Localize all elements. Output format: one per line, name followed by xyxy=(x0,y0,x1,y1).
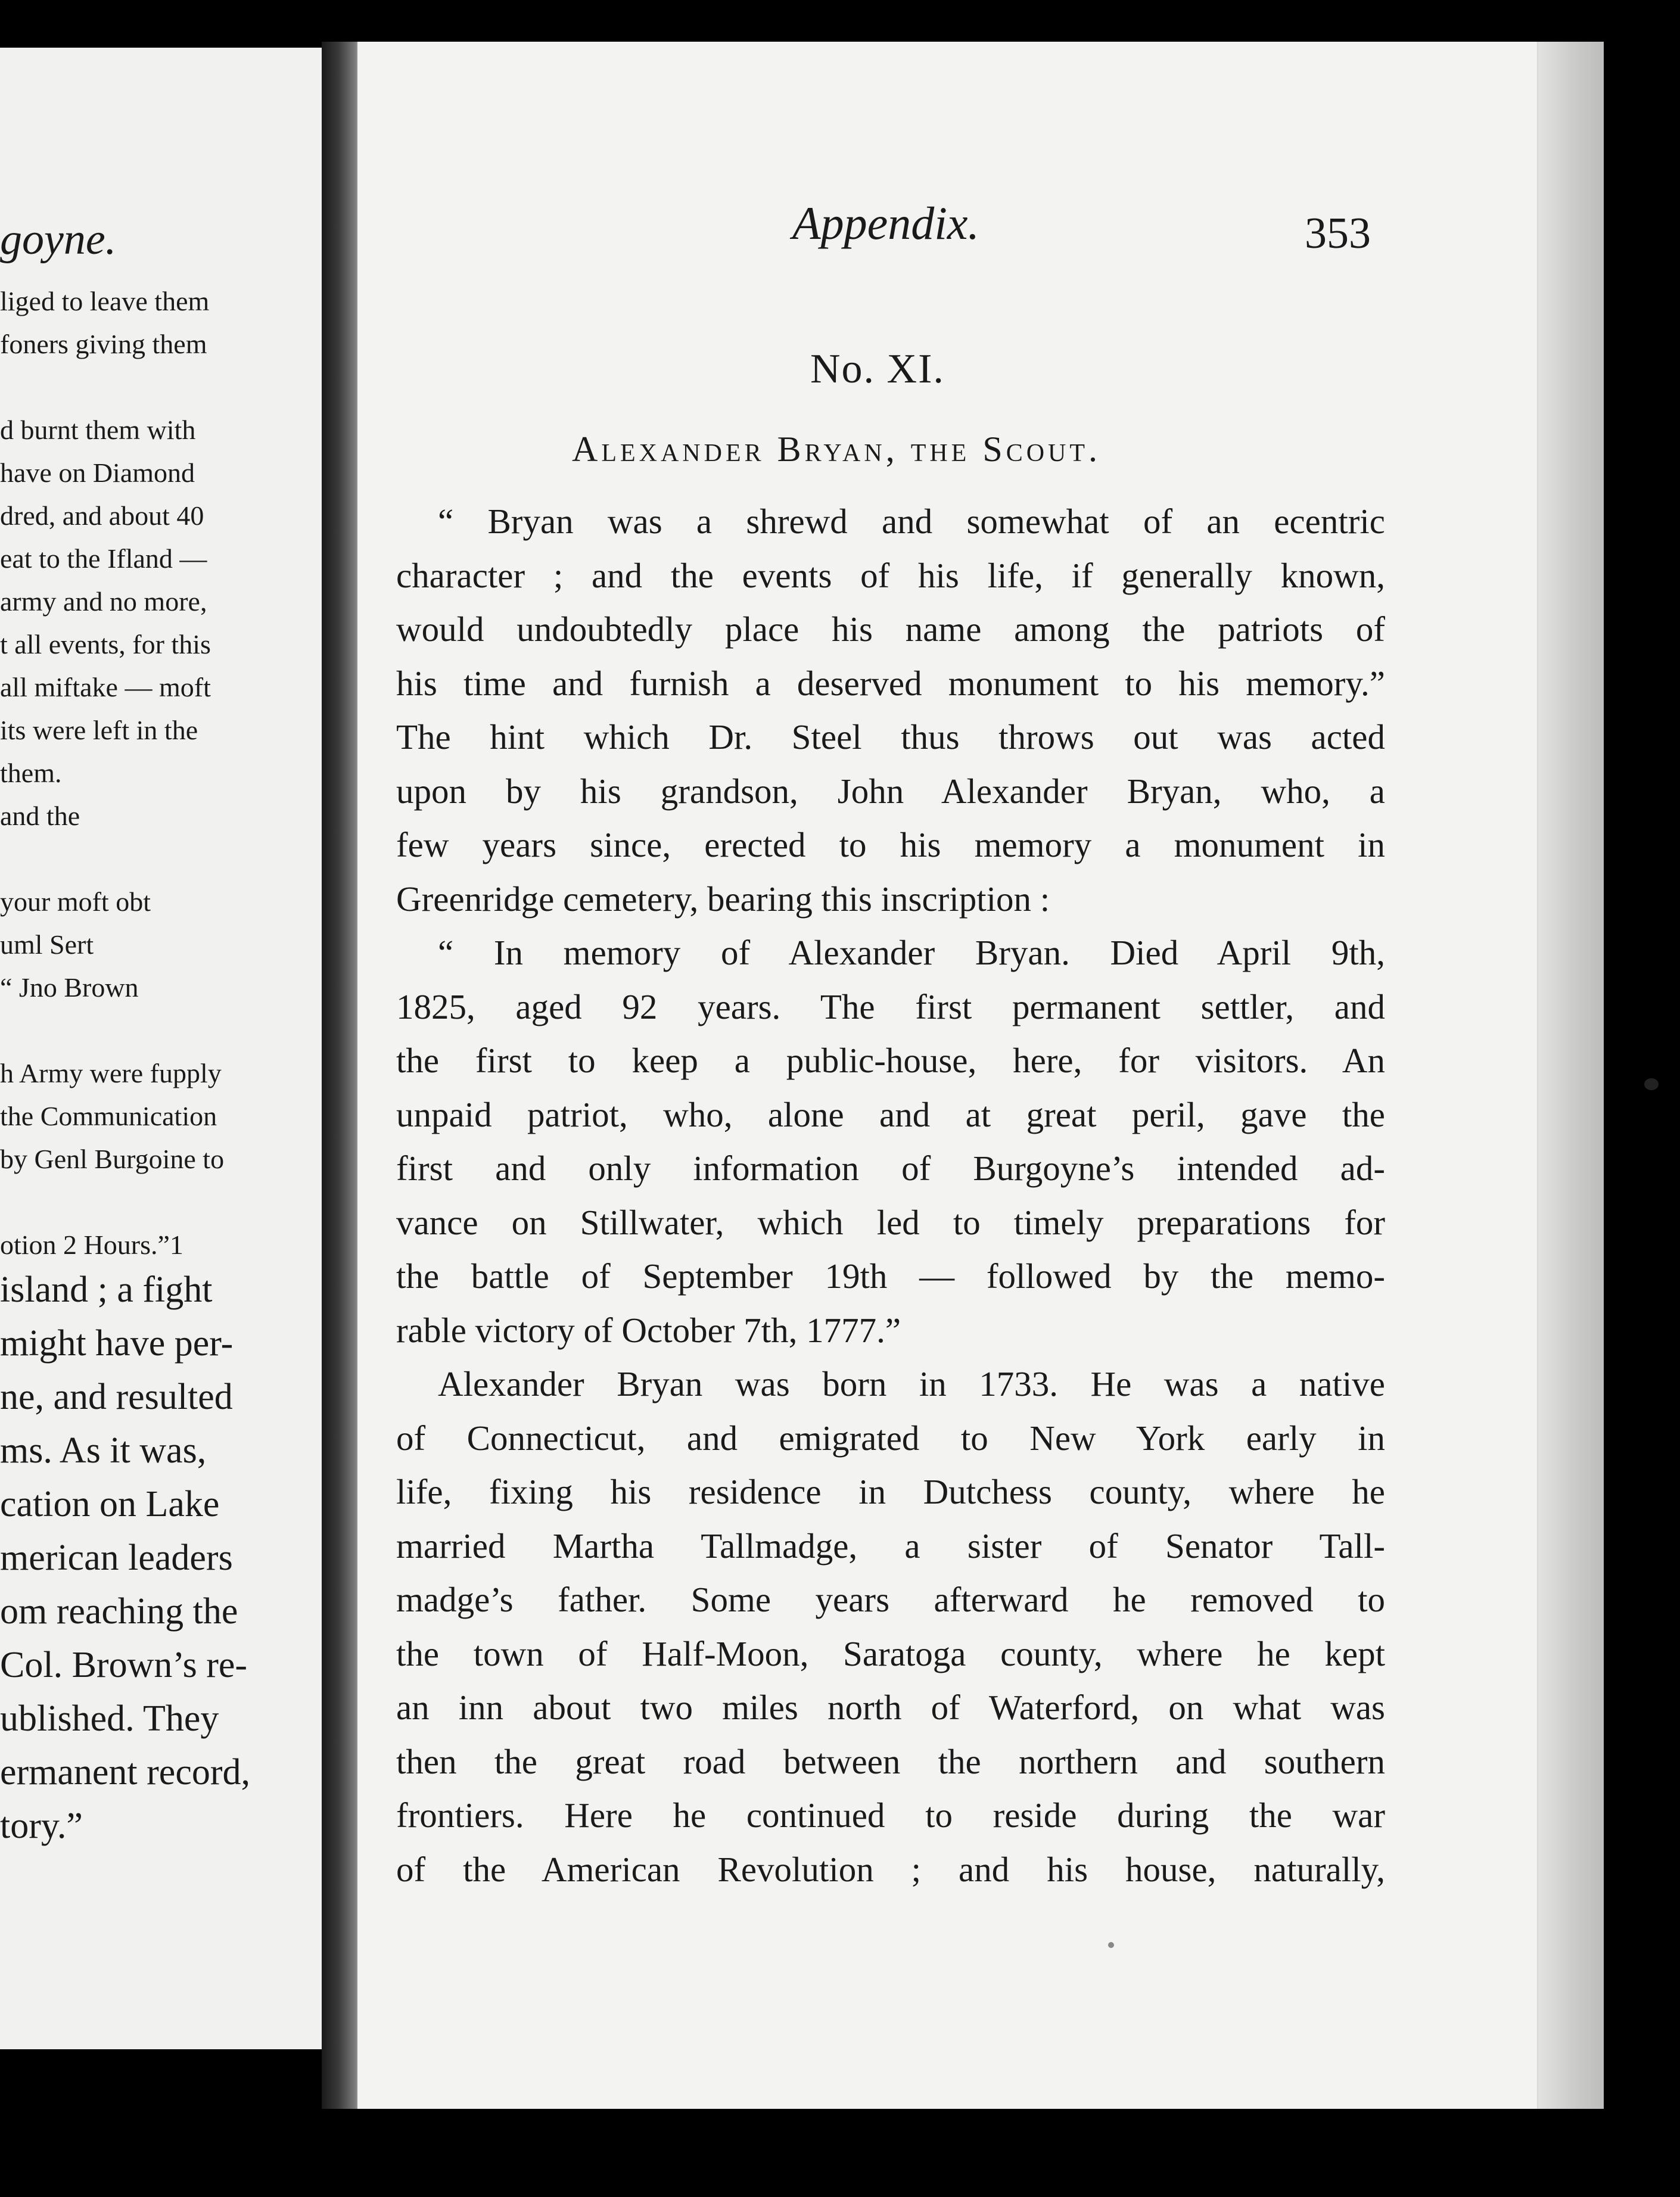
left-text-line: tory.” xyxy=(0,1806,83,1846)
left-text-line: “ Jno Brown xyxy=(0,972,139,1003)
left-text-line xyxy=(0,366,224,409)
left-text-line: have on Diamond xyxy=(0,458,195,488)
left-text-line: merican leaders xyxy=(0,1538,233,1578)
page-number: 353 xyxy=(1305,209,1371,258)
page-edge-stack xyxy=(1537,42,1604,2109)
left-text-line: ms. As it was, xyxy=(0,1430,207,1471)
body-line: “ In memory of Alexander Bryan. Died April 9th, xyxy=(438,933,1385,972)
left-text-line: ermanent record, xyxy=(0,1752,250,1793)
body-text xyxy=(396,494,1385,1896)
left-text-line: liged to leave them xyxy=(0,286,210,316)
left-small-text-block xyxy=(0,280,224,1266)
body-line: The hint which Dr. Steel thus throws out was acted xyxy=(396,717,1385,757)
left-text-line: h Army were fupply xyxy=(0,1058,222,1088)
left-text-line xyxy=(0,838,224,880)
left-text-line: ne, and resulted xyxy=(0,1377,233,1417)
left-large-text-block xyxy=(0,1263,250,1853)
body-line: the town of Half-Moon, Saratoga county, where he kept xyxy=(396,1633,1385,1673)
scan-speck xyxy=(1644,1078,1659,1090)
body-line: unpaid patriot, who, alone and at great peril, gave the xyxy=(396,1094,1385,1134)
body-line: the battle of September 19th — followed by the memo- xyxy=(396,1256,1385,1296)
body-line: vance on Stillwater, which led to timely preparations for xyxy=(396,1202,1385,1242)
body-line: of Connecticut, and emigrated to New York early in xyxy=(396,1418,1385,1458)
left-text-line: cation on Lake xyxy=(0,1484,220,1524)
left-text-line: might have per- xyxy=(0,1323,234,1364)
left-text-line xyxy=(0,1009,224,1052)
body-line: an inn about two miles north of Waterford, on what was xyxy=(396,1688,1385,1727)
left-text-line: uml Sert xyxy=(0,929,94,960)
left-text-line: otion 2 Hours.”1 xyxy=(0,1230,183,1260)
body-line: married Martha Tallmadge, a sister of Senator Tall- xyxy=(396,1526,1385,1566)
left-text-line: foners giving them xyxy=(0,329,207,359)
scan-speck xyxy=(1108,1942,1114,1948)
left-text-line: dred, and about 40 xyxy=(0,500,204,531)
left-text-line xyxy=(0,1181,224,1224)
left-text-line: island ; a fight xyxy=(0,1269,213,1310)
left-text-line: your moft obt xyxy=(0,886,151,917)
body-line: his time and furnish a deserved monument to his memory.” xyxy=(396,663,1385,703)
body-line: upon by his grandson, John Alexander Bryan, who, a xyxy=(396,771,1385,811)
body-line: then the great road between the northern and southern xyxy=(396,1741,1385,1781)
section-title: Alexander Bryan, the Scout. xyxy=(572,430,1102,469)
body-line: of the American Revolution ; and his house, naturally, xyxy=(396,1849,1385,1889)
body-line: first and only information of Burgoyne’s intended ad- xyxy=(396,1149,1385,1188)
body-line: “ Bryan was a shrewd and somewhat of an ecentric xyxy=(438,502,1385,541)
left-text-line: d burnt them with xyxy=(0,415,196,445)
section-number: No. XI. xyxy=(810,346,945,392)
left-running-head: goyne. xyxy=(0,215,117,264)
body-line: madge’s father. Some years afterward he removed to xyxy=(396,1580,1385,1619)
body-line: the first to keep a public-house, here, for visitors. An xyxy=(396,1041,1385,1080)
left-text-line: army and no more, xyxy=(0,586,207,617)
left-text-line: om reaching the xyxy=(0,1591,238,1632)
body-line: Alexander Bryan was born in 1733. He was a native xyxy=(438,1364,1385,1404)
body-line: life, fixing his residence in Dutchess county, where he xyxy=(396,1472,1385,1511)
left-text-line: Col. Brown’s re- xyxy=(0,1645,248,1685)
body-line: few years since, erected to his memory a monument in xyxy=(396,825,1385,864)
left-text-line: the Communication xyxy=(0,1101,217,1131)
body-line: 1825, aged 92 years. The first permanent settler, and xyxy=(396,987,1385,1026)
left-text-line: all miftake — moft xyxy=(0,672,211,702)
running-head: Appendix. xyxy=(792,197,980,249)
left-text-line: its were left in the xyxy=(0,715,198,745)
left-text-line: t all events, for this xyxy=(0,629,211,659)
left-text-line: and the xyxy=(0,801,80,831)
left-text-line: by Genl Burgoine to xyxy=(0,1144,225,1174)
left-page xyxy=(0,48,337,2049)
body-line: character ; and the events of his life, if generally known, xyxy=(396,555,1385,595)
left-text-line: eat to the Ifland — xyxy=(0,543,207,574)
body-line: rable victory of October 7th, 1777.” xyxy=(396,1310,901,1350)
body-line: would undoubtedly place his name among the patriots of xyxy=(396,609,1385,649)
body-line: Greenridge cemetery, bearing this inscription : xyxy=(396,879,1050,919)
left-text-line: them. xyxy=(0,758,62,788)
body-line: frontiers. Here he continued to reside during the war xyxy=(396,1795,1385,1835)
left-text-line: ublished. They xyxy=(0,1698,219,1739)
